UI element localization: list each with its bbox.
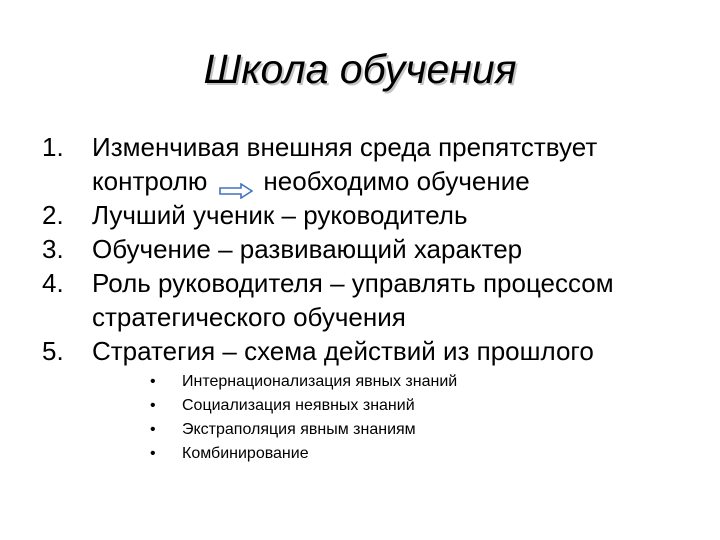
bullet-item (150, 418, 650, 442)
bullet-item (150, 370, 650, 394)
bullet-item-text: Интернационализация явных знаний (182, 373, 458, 390)
list-item-text: Роль руководителя – управлять процессом стратегического обучения (92, 268, 614, 332)
list-item-text-start: контролю (92, 166, 208, 196)
bullet-item-text: Социализация неявных знаний (182, 397, 415, 414)
list-item (42, 266, 712, 334)
right-arrow-icon (219, 173, 253, 189)
list-item-text: Обучение – развивающий характер (92, 234, 523, 264)
list-item (42, 232, 712, 266)
slide-title: Школа обучения (203, 46, 517, 92)
bullet-item-text: Экстраполяция явным знаниям (182, 421, 416, 438)
list-number: 5. (42, 336, 64, 366)
list-number: 2. (42, 200, 64, 230)
list-item-text: Стратегия – схема действий из прошлого (92, 336, 594, 366)
list-number: 3. (42, 234, 64, 264)
bullet-list (150, 370, 650, 466)
list-number: 4. (42, 268, 64, 298)
bullet-item (150, 442, 650, 466)
list-item-line-1: Изменчивая внешняя среда препятствует (92, 132, 598, 162)
list-item-text: Лучший ученик – руководитель (92, 200, 468, 230)
list-item-line-2 (92, 164, 712, 198)
bullet-icon: • (150, 421, 156, 438)
list-item-text-end: необходимо обучение (263, 166, 530, 196)
list-number: 1. (42, 132, 64, 162)
bullet-item (150, 394, 650, 418)
bullet-icon: • (150, 397, 156, 414)
bullet-icon: • (150, 445, 156, 462)
bullet-item-text: Комбинирование (182, 445, 309, 462)
list-item (42, 334, 712, 368)
list-item (42, 130, 712, 198)
bullet-icon: • (150, 373, 156, 390)
list-item (42, 198, 712, 232)
numbered-list (42, 130, 712, 368)
